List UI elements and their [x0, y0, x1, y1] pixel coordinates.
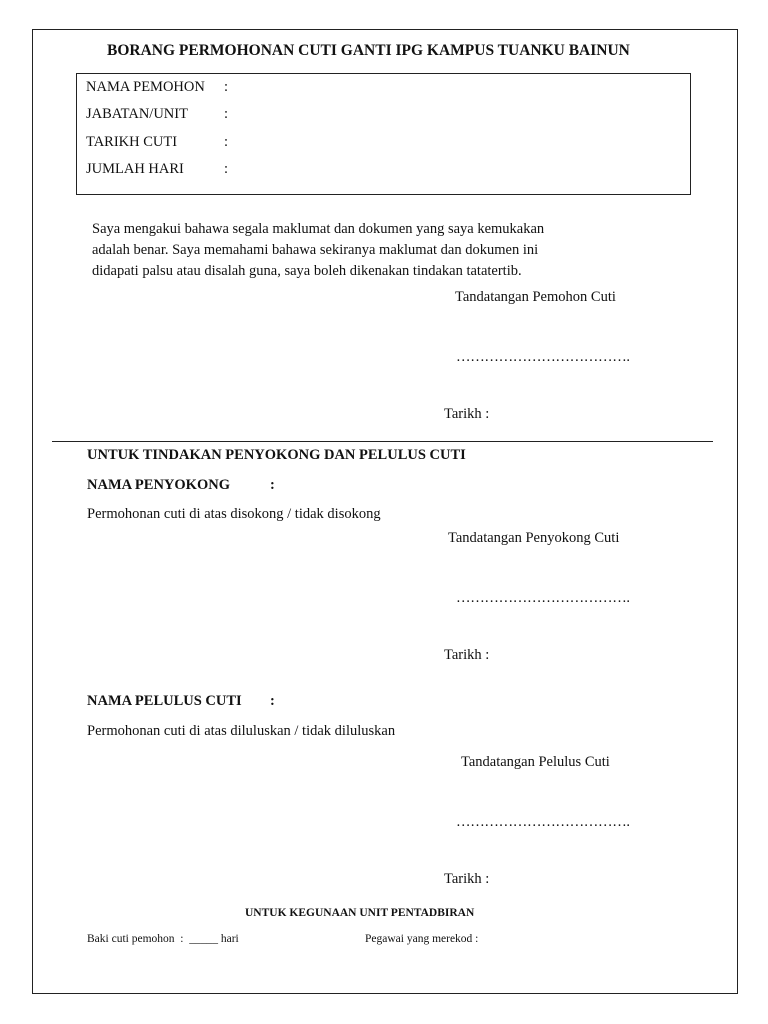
supporter-statement: Permohonan cuti di atas disokong / tidak disokong: [87, 506, 381, 522]
department-label: JABATAN/UNIT: [86, 106, 188, 122]
declaration-line: didapati palsu atau disalah guna, saya boleh dikenakan tindakan tatatertib.: [92, 263, 522, 279]
department-colon: :: [224, 106, 229, 122]
applicant-name-colon: :: [224, 79, 229, 95]
total-days-colon: :: [224, 161, 229, 177]
leave-date-colon: :: [224, 134, 229, 150]
applicant-name-field[interactable]: [240, 79, 680, 99]
total-days-field[interactable]: [240, 161, 680, 181]
declaration-line: Saya mengakui bahawa segala maklumat dan dokumen yang saya kemukakan: [92, 221, 545, 237]
approval-heading: UNTUK TINDAKAN PENYOKONG DAN PELULUS CUTI: [87, 447, 466, 463]
leave-date-label: TARIKH CUTI: [86, 134, 178, 150]
leave-date-field[interactable]: [240, 134, 680, 154]
supporter-name-colon: :: [270, 477, 275, 493]
applicant-signature-label: Tandatangan Pemohon Cuti: [455, 289, 616, 305]
section-divider: [52, 441, 713, 442]
applicant-name-label: NAMA PEMOHON: [86, 79, 205, 95]
approver-name-colon: :: [270, 693, 275, 709]
approver-date-label: Tarikh :: [444, 871, 490, 887]
approver-signature-label: Tandatangan Pelulus Cuti: [461, 754, 610, 770]
applicant-date-label: Tarikh :: [444, 406, 490, 422]
approver-name-label: NAMA PELULUS CUTI: [87, 693, 242, 709]
supporter-signature-line[interactable]: ……………………………….: [456, 590, 630, 606]
declaration-paragraph: [92, 219, 652, 282]
admin-heading: UNTUK KEGUNAAN UNIT PENTADBIRAN: [245, 907, 475, 919]
approver-signature-line[interactable]: ……………………………….: [456, 814, 630, 830]
supporter-signature-label: Tandatangan Penyokong Cuti: [448, 530, 620, 546]
supporter-date-label: Tarikh :: [444, 647, 490, 663]
leave-balance-label: Baki cuti pemohon : _____ hari: [87, 933, 239, 945]
total-days-label: JUMLAH HARI: [86, 161, 184, 177]
form-title: BORANG PERMOHONAN CUTI GANTI IPG KAMPUS TUANKU BAINUN: [107, 42, 630, 59]
department-field[interactable]: [240, 106, 680, 126]
applicant-signature-line[interactable]: ……………………………….: [456, 349, 630, 365]
declaration-line: adalah benar. Saya memahami bahawa sekiranya maklumat dan dokumen ini: [92, 242, 539, 258]
approver-statement: Permohonan cuti di atas diluluskan / tidak diluluskan: [87, 723, 396, 739]
supporter-name-label: NAMA PENYOKONG: [87, 477, 230, 493]
recorder-label: Pegawai yang merekod :: [365, 933, 479, 945]
